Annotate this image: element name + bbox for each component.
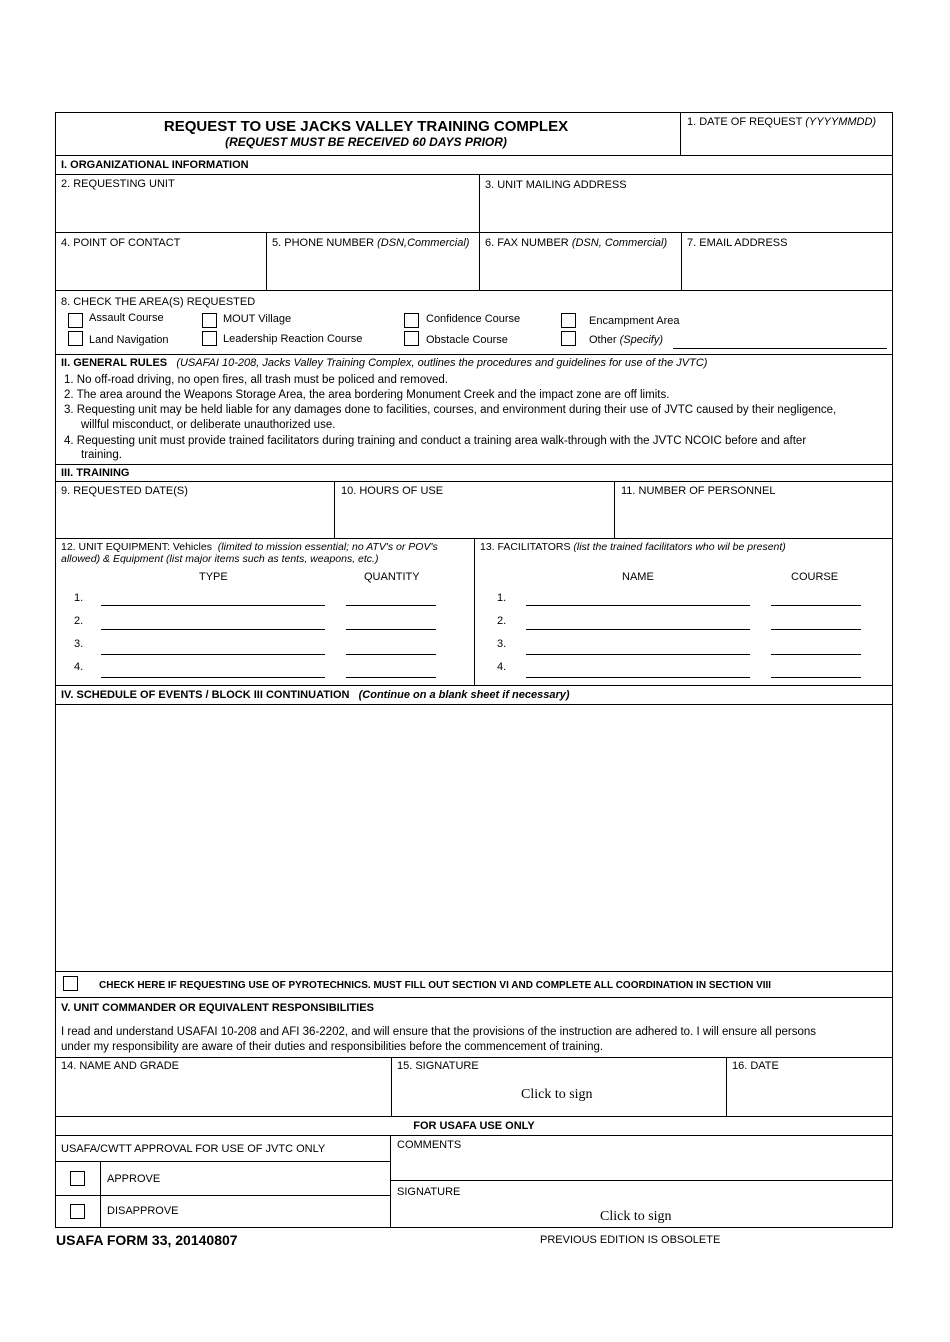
land-navigation-label: Land Navigation <box>89 334 169 346</box>
requesting-unit-label: 2. REQUESTING UNIT <box>61 178 175 190</box>
divider <box>479 232 480 290</box>
poc-input[interactable] <box>58 252 263 288</box>
email-input[interactable] <box>683 252 891 288</box>
approve-label: APPROVE <box>107 1173 161 1185</box>
fax-label: 6. FAX NUMBER (DSN, Commercial) <box>485 237 668 249</box>
divider <box>100 1161 101 1227</box>
confidence-course-checkbox[interactable] <box>404 313 419 328</box>
obsolete-note: PREVIOUS EDITION IS OBSOLETE <box>540 1234 721 1246</box>
rule-3-cont: willful misconduct, or deliberate unauthorized use. <box>81 419 336 431</box>
divider <box>56 1057 892 1058</box>
usafa-use-title: FOR USAFA USE ONLY <box>413 1120 535 1132</box>
equipment-quantity-input[interactable] <box>346 592 436 606</box>
equipment-type-input[interactable] <box>101 592 325 606</box>
leadership-reaction-course-label: Leadership Reaction Course <box>223 333 363 345</box>
name-grade-label: 14. NAME AND GRADE <box>61 1060 179 1072</box>
email-label: 7. EMAIL ADDRESS <box>687 237 788 249</box>
section-2-title: II. GENERAL RULES (USAFAI 10-208, Jacks Valley Training Complex, outlines the procedures and guidelines for use of the JVTC) <box>61 357 708 369</box>
mailing-address-label: 3. UNIT MAILING ADDRESS <box>485 179 627 191</box>
section-5-title: V. UNIT COMMANDER OR EQUIVALENT RESPONSIBILITIES <box>61 1002 374 1014</box>
divider <box>56 464 892 465</box>
date-of-request-input[interactable] <box>682 131 892 153</box>
equipment-quantity-input[interactable] <box>346 616 436 630</box>
divider <box>681 232 682 290</box>
rule-2: 2. The area around the Weapons Storage Area, the area bordering Monument Creek and the impact zone are off limits. <box>64 389 670 401</box>
facilitator-course-input[interactable] <box>771 616 861 630</box>
date-input[interactable] <box>728 1075 890 1113</box>
divider <box>56 232 892 233</box>
equipment-row-number: 1. <box>74 592 84 604</box>
equipment-label: 12. UNIT EQUIPMENT: Vehicles (limited to mission essential; no ATV's or POV's <box>61 541 438 553</box>
divider <box>56 997 892 998</box>
divider <box>614 481 615 538</box>
phone-label: 5. PHONE NUMBER (DSN,Commercial) <box>272 237 470 249</box>
usafa-signature-label: SIGNATURE <box>397 1186 461 1198</box>
facilitator-course-input[interactable] <box>771 664 861 678</box>
form-title: REQUEST TO USE JACKS VALLEY TRAINING COMPLEX <box>163 118 569 135</box>
usafa-click-to-sign-button[interactable]: Click to sign <box>600 1209 672 1224</box>
facilitator-name-input[interactable] <box>526 616 750 630</box>
divider <box>56 1195 390 1196</box>
facilitators-label: 13. FACILITATORS (list the trained facilitators who wil be present) <box>480 541 786 553</box>
divider <box>56 155 892 156</box>
rule-4-cont: training. <box>81 449 122 461</box>
fax-input[interactable] <box>481 252 679 288</box>
other-area-label: Other (Specify) <box>589 334 663 346</box>
divider <box>266 232 267 290</box>
assault-course-label: Assault Course <box>89 312 164 324</box>
pyrotechnics-label: CHECK HERE IF REQUESTING USE OF PYROTECHNICS. MUST FILL OUT SECTION VI AND COMPLETE ALL COORDINATION IN SECTION VIII <box>99 980 772 991</box>
facilitator-row-number: 2. <box>497 615 507 627</box>
divider <box>56 971 892 972</box>
mailing-address-input[interactable] <box>481 193 891 229</box>
section-1-title: I. ORGANIZATIONAL INFORMATION <box>61 159 249 171</box>
comments-input[interactable] <box>392 1153 890 1178</box>
equipment-row-number: 3. <box>74 638 84 650</box>
form-id: USAFA FORM 33, 20140807 <box>56 1232 238 1248</box>
requested-dates-label: 9. REQUESTED DATE(S) <box>61 485 188 497</box>
leadership-reaction-course-checkbox[interactable] <box>202 331 217 346</box>
assault-course-checkbox[interactable] <box>68 313 83 328</box>
divider <box>726 1057 727 1116</box>
obstacle-course-label: Obstacle Course <box>426 334 508 346</box>
divider <box>56 174 892 175</box>
divider <box>479 174 480 232</box>
facilitator-name-input[interactable] <box>526 641 750 655</box>
encampment-area-label: Encampment Area <box>589 315 680 327</box>
facilitator-course-input[interactable] <box>771 592 861 606</box>
divider <box>474 538 475 685</box>
schedule-of-events-textarea[interactable] <box>58 707 890 969</box>
divider <box>56 354 892 355</box>
equipment-note: allowed) & Equipment (list major items such as tents, weapons, etc.) <box>61 553 379 565</box>
encampment-area-checkbox[interactable] <box>561 313 576 328</box>
disapprove-label: DISAPPROVE <box>107 1205 179 1217</box>
form-frame <box>55 112 893 1228</box>
equipment-row-number: 4. <box>74 661 84 673</box>
equipment-type-input[interactable] <box>101 664 325 678</box>
divider <box>56 481 892 482</box>
type-header: TYPE <box>199 571 228 583</box>
facilitator-name-input[interactable] <box>526 592 750 606</box>
obstacle-course-checkbox[interactable] <box>404 331 419 346</box>
section-4-title: IV. SCHEDULE OF EVENTS / BLOCK III CONTINUATION (Continue on a blank sheet if necessary) <box>61 689 570 701</box>
areas-label: 8. CHECK THE AREA(S) REQUESTED <box>61 296 256 308</box>
name-header: NAME <box>622 571 654 583</box>
divider <box>680 113 681 155</box>
facilitator-course-input[interactable] <box>771 641 861 655</box>
section-3-title: III. TRAINING <box>61 467 130 479</box>
land-navigation-checkbox[interactable] <box>68 331 83 346</box>
form-subtitle: (REQUEST MUST BE RECEIVED 60 DAYS PRIOR) <box>225 135 507 149</box>
divider <box>390 1180 892 1181</box>
divider <box>334 481 335 538</box>
equipment-row-number: 2. <box>74 615 84 627</box>
divider <box>56 685 892 686</box>
confidence-course-label: Confidence Course <box>426 313 521 325</box>
mout-village-checkbox[interactable] <box>202 313 217 328</box>
commander-statement: I read and understand USAFAI 10-208 and AFI 36-2202, and will ensure that the provisions of the instruction are adhered to. I will ensure all persons <box>61 1026 816 1038</box>
equipment-quantity-input[interactable] <box>346 641 436 655</box>
equipment-quantity-input[interactable] <box>346 664 436 678</box>
rule-1: 1. No off-road driving, no open fires, all trash must be policed and removed. <box>64 374 448 386</box>
click-to-sign-button[interactable]: Click to sign <box>521 1087 593 1102</box>
divider <box>56 290 892 291</box>
other-area-checkbox[interactable] <box>561 331 576 346</box>
facilitator-row-number: 4. <box>497 661 507 673</box>
mout-village-label: MOUT Village <box>223 313 292 325</box>
approve-checkbox[interactable] <box>70 1171 85 1186</box>
facilitator-name-input[interactable] <box>526 664 750 678</box>
requested-dates-input[interactable] <box>58 500 330 536</box>
divider <box>56 1135 892 1136</box>
hours-label: 10. HOURS OF USE <box>341 485 444 497</box>
quantity-header: QUANTITY <box>364 571 420 583</box>
rule-4: 4. Requesting unit must provide trained facilitators during training and conduct a training area walk-through with the JVTC NCOIC before and after <box>64 435 807 447</box>
course-header: COURSE <box>791 571 839 583</box>
divider <box>56 704 892 705</box>
personnel-label: 11. NUMBER OF PERSONNEL <box>621 485 776 497</box>
requesting-unit-input[interactable] <box>58 193 476 229</box>
equipment-type-input[interactable] <box>101 641 325 655</box>
approval-label: USAFA/CWTT APPROVAL FOR USE OF JVTC ONLY <box>61 1143 326 1155</box>
rule-3: 3. Requesting unit may be held liable for any damages done to facilities, courses, and environment during their use of JVTC caused by their negligence, <box>64 404 837 416</box>
phone-input[interactable] <box>268 252 477 288</box>
signature-label: 15. SIGNATURE <box>397 1060 479 1072</box>
divider <box>391 1057 392 1116</box>
divider <box>56 1116 892 1117</box>
date-label: 16. DATE <box>732 1060 779 1072</box>
disapprove-checkbox[interactable] <box>70 1204 85 1219</box>
divider <box>390 1135 391 1227</box>
facilitator-row-number: 1. <box>497 592 507 604</box>
pyrotechnics-checkbox[interactable] <box>63 976 78 991</box>
poc-label: 4. POINT OF CONTACT <box>61 237 181 249</box>
name-grade-input[interactable] <box>58 1075 388 1113</box>
equipment-type-input[interactable] <box>101 616 325 630</box>
facilitator-row-number: 3. <box>497 638 507 650</box>
divider <box>56 1161 390 1162</box>
hours-input[interactable] <box>336 500 612 536</box>
commander-statement-cont: under my responsibility are aware of their duties and responsibilities before the commencement of training. <box>61 1041 604 1053</box>
personnel-input[interactable] <box>616 500 891 536</box>
other-area-specify-input[interactable] <box>673 335 887 349</box>
comments-label: COMMENTS <box>397 1139 462 1151</box>
date-of-request-label: 1. DATE OF REQUEST (YYYYMMDD) <box>687 116 877 128</box>
